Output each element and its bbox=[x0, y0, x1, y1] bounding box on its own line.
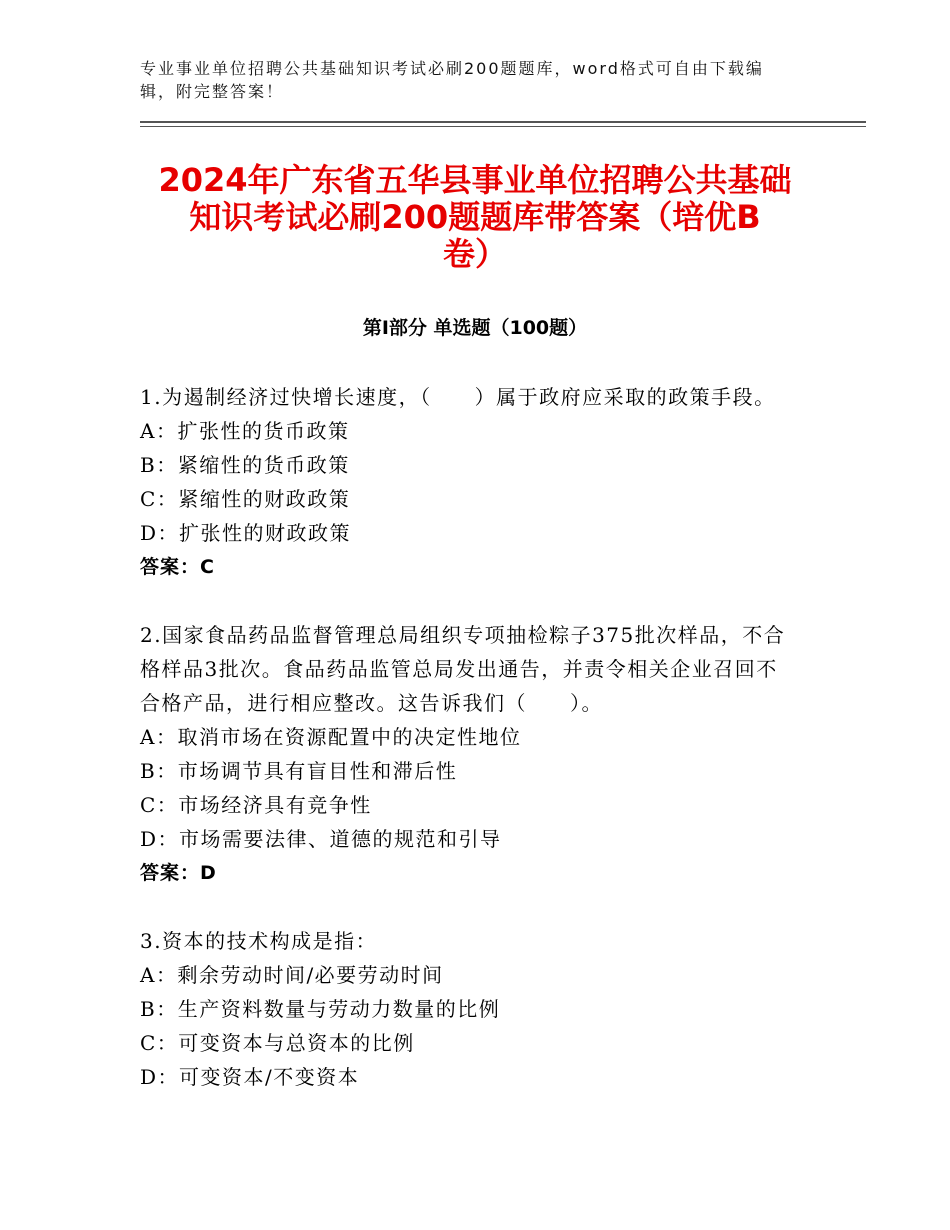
option-a: A：剩余劳动时间/必要劳动时间 bbox=[140, 963, 444, 987]
header-divider bbox=[140, 121, 866, 127]
title-line: 知识考试必刷200题题库带答案（培优B bbox=[189, 198, 761, 236]
question-3 bbox=[140, 924, 840, 1094]
option-a: A：扩张性的货币政策 bbox=[140, 419, 350, 443]
title-line: 2024年广东省五华县事业单位招聘公共基础 bbox=[158, 161, 792, 199]
page-header bbox=[140, 57, 866, 103]
answer-label: 答案：C bbox=[140, 556, 215, 578]
question-stem: 2.国家食品药品监督管理总局组织专项抽检粽子375批次样品，不合 bbox=[140, 623, 786, 647]
question-1 bbox=[140, 380, 840, 584]
answer-label: 答案：D bbox=[140, 862, 217, 884]
question-list bbox=[140, 380, 840, 1128]
header-line: 辑，附完整答案！ bbox=[140, 82, 285, 101]
option-a: A：取消市场在资源配置中的决定性地位 bbox=[140, 725, 522, 749]
question-stem: 格样品3批次。食品药品监管总局发出通告，并责令相关企业召回不 bbox=[140, 657, 778, 681]
option-c: C：可变资本与总资本的比例 bbox=[140, 1031, 415, 1055]
option-c: C：市场经济具有竞争性 bbox=[140, 793, 372, 817]
section-heading: 第Ⅰ部分 单选题（100题） bbox=[362, 317, 588, 339]
option-b: B：紧缩性的货币政策 bbox=[140, 453, 350, 477]
title-line: 卷） bbox=[442, 235, 507, 273]
question-2 bbox=[140, 618, 840, 890]
question-stem: 3.资本的技术构成是指： bbox=[140, 929, 378, 953]
option-d: D：可变资本/不变资本 bbox=[140, 1065, 360, 1089]
header-line: 专业事业单位招聘公共基础知识考试必刷200题题库，word格式可自由下载编 bbox=[140, 59, 764, 78]
option-d: D：市场需要法律、道德的规范和引导 bbox=[140, 827, 502, 851]
document-title bbox=[0, 162, 950, 273]
question-stem: 1.为遏制经济过快增长速度，（ ）属于政府应采取的政策手段。 bbox=[140, 385, 776, 409]
option-b: B：生产资料数量与劳动力数量的比例 bbox=[140, 997, 501, 1021]
option-b: B：市场调节具有盲目性和滞后性 bbox=[140, 759, 458, 783]
option-c: C：紧缩性的财政政策 bbox=[140, 487, 351, 511]
question-stem: 合格产品，进行相应整改。这告诉我们（ ）。 bbox=[140, 691, 603, 715]
option-d: D：扩张性的财政政策 bbox=[140, 521, 352, 545]
